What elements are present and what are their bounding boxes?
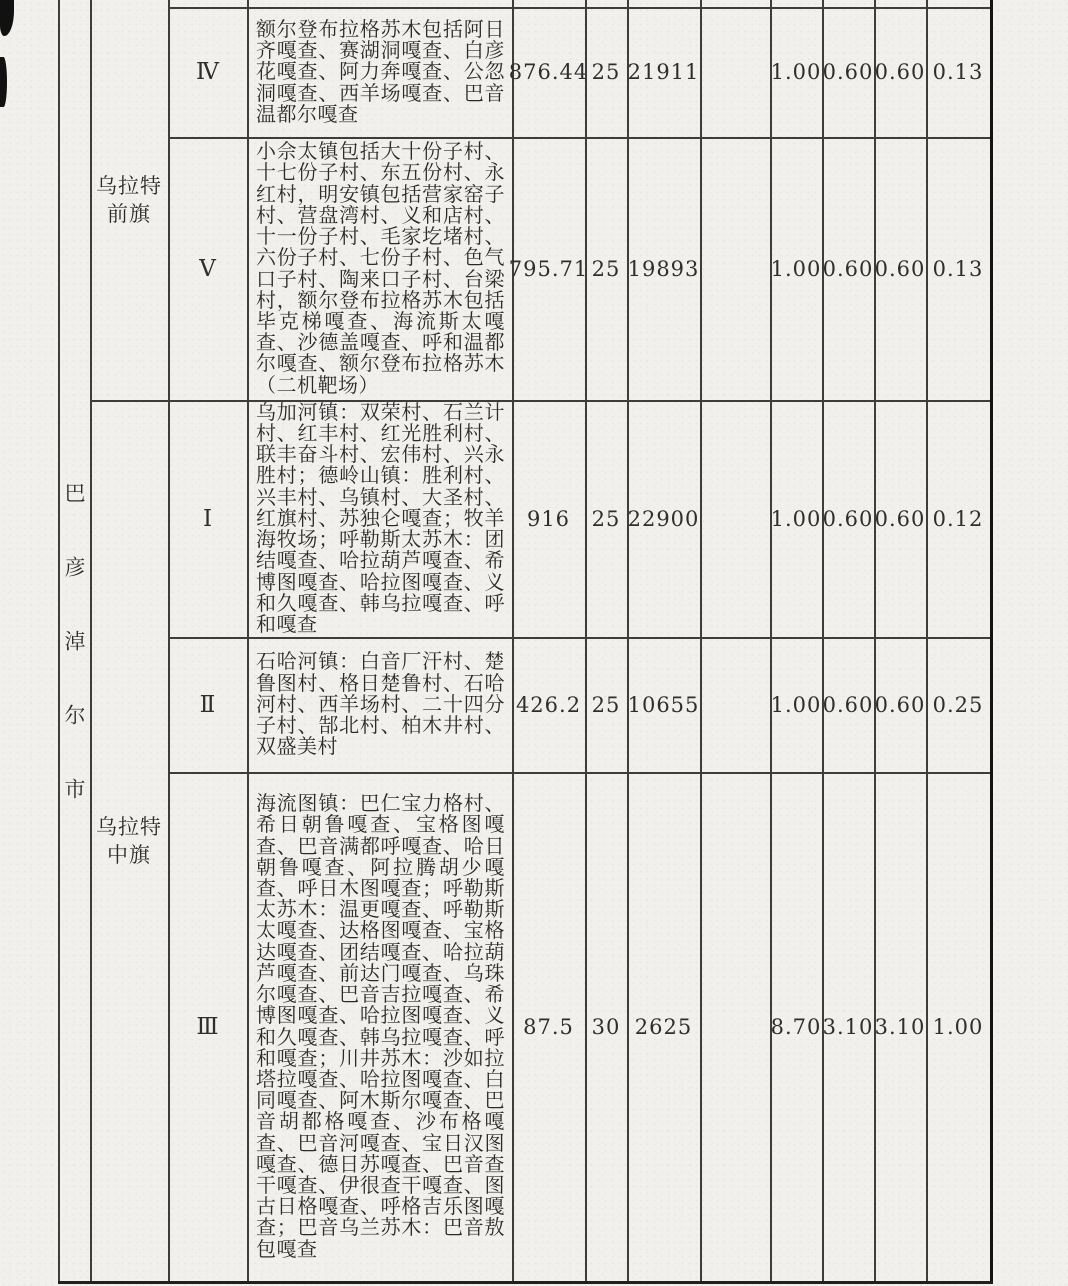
value: 0.60: [822, 256, 874, 281]
grade-label: Ⅰ: [202, 505, 213, 532]
value-cell: [875, 8, 925, 136]
value-cell: [628, 401, 699, 636]
value: 0.60: [874, 60, 926, 84]
villages-cell: [256, 8, 505, 136]
value: 25: [591, 60, 621, 84]
value-cell: [823, 8, 873, 136]
value-cell: [927, 773, 989, 1280]
grade-label: Ⅴ: [199, 255, 216, 282]
value: 1.00: [932, 1014, 984, 1039]
villages-text: 海流图镇：巴仁宝力格村、希日朝鲁嘎查、宝格图嘎查、巴音满都呼嘎查、哈日朝鲁嘎查、阿拉腾胡少嘎查、呼日木图嘎查；呼勒斯太苏木：温更嘎查、呼勒斯太嘎查、达格图嘎查、宝格达嘎查、团结嘎查、哈拉葫芦嘎查、前达门嘎查、乌珠尔嘎查、巴音吉拉嘎查、希博图嘎查、哈拉图嘎查、义和久嘎查、韩乌拉嘎查、呼和嘎查；川井苏木：沙如拉塔拉嘎查、哈拉图嘎查、白同嘎查、阿木斯尔嘎查、巴音胡都格嘎查、沙布格嘎查、巴音河嘎查、宝日汉图嘎查、德日苏嘎查、巴音查干嘎查、伊很查干嘎查、图古日格嘎查、呼格吉乐图嘎查；巴音乌兰苏木：巴音敖包嘎查: [256, 791, 505, 1261]
value-cell: [701, 138, 769, 399]
villages-cell: [256, 138, 505, 399]
value-cell: [586, 638, 626, 771]
value-cell: [701, 401, 769, 636]
value: 0.60: [874, 692, 926, 717]
value-cell: [508, 138, 589, 399]
value: 3.10: [874, 1014, 926, 1039]
value: 0.60: [822, 692, 874, 717]
value-cell: [927, 138, 989, 399]
banner-name-cell: [91, 401, 167, 1281]
grid-line: [247, 0, 249, 1284]
banner-name-label: 乌拉特前旗: [96, 174, 162, 226]
value-cell: [875, 638, 925, 771]
value: 0.60: [874, 506, 926, 531]
value: 0.12: [932, 506, 984, 531]
value: 0.60: [822, 60, 874, 84]
value: 87.5: [523, 1014, 574, 1039]
value: 0.25: [932, 692, 984, 717]
value-cell: [586, 138, 626, 399]
grade-cell: [169, 638, 246, 771]
value: 916: [526, 506, 571, 531]
value-cell: [586, 401, 626, 636]
villages-text: 小佘太镇包括大十份子村、十七份子村、东五份村、永红村，明安镇包括营家窑子村、营盘湾村、义和店村、十一份子村、毛家圪堵村、六份子村、七份子村、色气口子村、陶来口子村、台梁村，额尔登布拉格苏木包括毕克梯嘎查、海流斯太嘎查、沙德盖嘎查、呼和温都尔嘎查、额尔登布拉格苏木（二机靶场）: [256, 139, 505, 397]
grade-cell: [169, 773, 246, 1280]
value-cell: [771, 401, 821, 636]
value-cell: [586, 773, 626, 1280]
value: 1.00: [770, 692, 822, 717]
value-cell: [513, 401, 584, 636]
grade-label: Ⅱ: [199, 691, 216, 718]
value-cell: [771, 773, 821, 1280]
villages-cell: [256, 773, 505, 1280]
value-cell: [701, 8, 769, 136]
value: 876.44: [508, 60, 589, 84]
value-cell: [513, 638, 584, 771]
grid-line: [58, 1281, 993, 1284]
value: 1.00: [770, 506, 822, 531]
villages-text: 乌加河镇：双荣村、石兰计村、红丰村、红光胜利村、联丰奋斗村、宏伟村、兴永胜村；德岭山镇：胜利村、兴丰村、乌镇村、大圣村、红旗村、苏独仑嘎查；牧羊海牧场；呼勒斯太苏木：团结嘎查、哈拉葫芦嘎查、希博图嘎查、哈拉图嘎查、义和久嘎查、韩乌拉嘎查、呼和嘎查: [256, 399, 505, 636]
value: 0.13: [932, 256, 984, 281]
scan-artifact: [0, 57, 7, 107]
value: 22900: [627, 506, 700, 531]
value-cell: [701, 773, 769, 1280]
value: 19893: [627, 256, 700, 281]
value-cell: [701, 638, 769, 771]
value: 25: [591, 692, 621, 717]
grade-label: Ⅲ: [196, 1013, 219, 1040]
value-cell: [927, 638, 989, 771]
value: 2625: [634, 1014, 693, 1039]
grade-cell: [169, 8, 246, 136]
value-cell: [628, 773, 699, 1280]
villages-text: 额尔登布拉格苏木包括阿日齐嘎查、赛湖洞嘎查、白彦花嘎查、阿力奔嘎查、公忽洞嘎查、西羊场嘎查、巴音温都尔嘎查: [256, 16, 505, 126]
value: 426.2: [515, 692, 582, 717]
value-cell: [823, 638, 873, 771]
grade-cell: [169, 401, 246, 636]
value: 0.60: [822, 506, 874, 531]
value-cell: [508, 8, 589, 136]
value-cell: [628, 638, 699, 771]
grid-line: [990, 0, 993, 1284]
banner-name-label: 乌拉特中旗: [96, 815, 162, 867]
value-cell: [875, 401, 925, 636]
value-cell: [771, 138, 821, 399]
value: 0.13: [932, 60, 984, 84]
value-cell: [513, 773, 584, 1280]
value: 795.71: [508, 256, 589, 281]
value-cell: [628, 138, 699, 399]
value: 21911: [627, 60, 700, 84]
value: 25: [591, 256, 621, 281]
value-cell: [875, 773, 925, 1280]
value-cell: [823, 773, 873, 1280]
value: 25: [591, 506, 621, 531]
value-cell: [771, 638, 821, 771]
banner-name-cell: [91, 0, 167, 400]
scan-artifact: [0, 0, 14, 36]
value-cell: [823, 401, 873, 636]
value: 30: [591, 1014, 621, 1039]
villages-text: 石哈河镇：白音厂汗村、楚鲁图村、格日楚鲁村、石哈河村、西羊场村、二十四分子村、郜北村、柏木井村、双盛美村: [256, 649, 505, 759]
city-name-cell: 巴彦淖尔市: [62, 482, 86, 852]
value-cell: [586, 8, 626, 136]
value: 1.00: [770, 60, 822, 84]
value: 3.10: [822, 1014, 874, 1039]
value-cell: [771, 8, 821, 136]
villages-cell: [256, 638, 505, 771]
value-cell: [927, 401, 989, 636]
value-cell: [823, 138, 873, 399]
value-cell: [875, 138, 925, 399]
value: 1.00: [770, 256, 822, 281]
grade-cell: [169, 138, 246, 399]
value-cell: [628, 8, 699, 136]
grade-label: Ⅳ: [196, 59, 219, 85]
value: 0.60: [874, 256, 926, 281]
value-cell: [927, 8, 989, 136]
villages-cell: [256, 401, 505, 636]
value: 8.70: [770, 1014, 822, 1039]
value: 10655: [627, 692, 700, 717]
